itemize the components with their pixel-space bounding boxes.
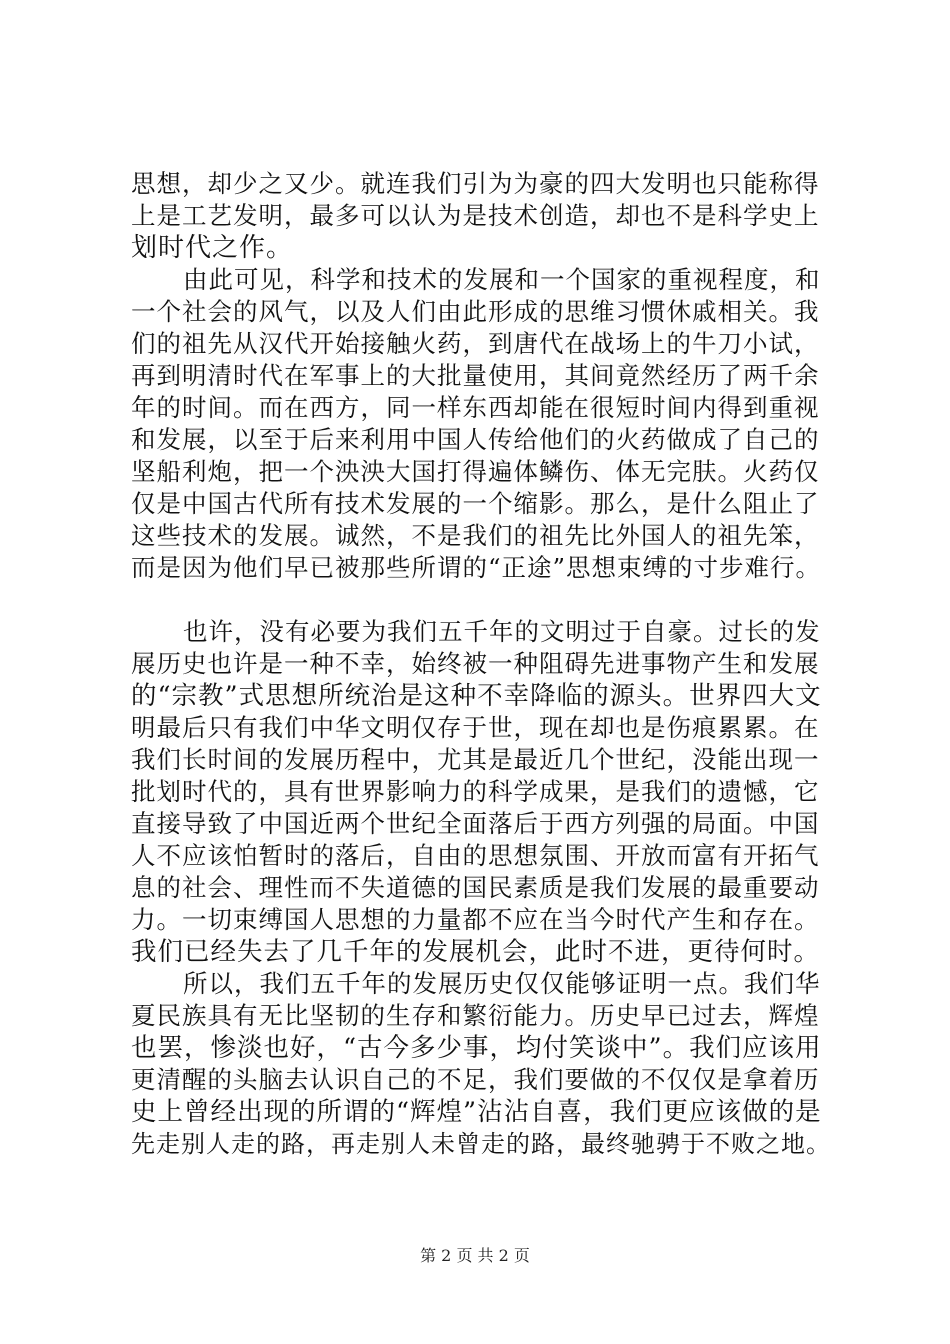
text-line: 划时代之作。	[131, 233, 294, 263]
document-body	[131, 168, 831, 1160]
text-line: 展历史也许是一种不幸，始终被一种阻碍先进事物产生和发展	[131, 649, 820, 678]
text-line: 也罢，惨淡也好，“古今多少事，均付笑谈中”。我们应该用	[131, 1033, 822, 1063]
text-line: 思想，却少之又少。就连我们引为为豪的四大发明也只能称得	[131, 169, 820, 198]
paragraph-gap	[131, 584, 831, 616]
text-line: 我们已经失去了几千年的发展机会，此时不进，更待何时。	[131, 937, 821, 967]
text-line: 年的时间。而在西方，同一样东西却能在很短时间内得到重视	[131, 393, 820, 422]
text-line: 而是因为他们早已被那些所谓的“正途”思想束缚的寸步难行。	[131, 553, 822, 582]
text-line: 力。一切束缚国人思想的力量都不应在当今时代产生和存在。	[131, 905, 820, 934]
text-line: 直接导致了中国近两个世纪全面落后于西方列强的局面。中国	[131, 809, 820, 838]
text-line: 再到明清时代在军事上的大批量使用，其间竟然经历了两千余	[131, 361, 820, 390]
text-line: 我们长时间的发展历程中，尤其是最近几个世纪，没能出现一	[131, 745, 820, 774]
text-line: 夏民族具有无比坚韧的生存和繁衍能力。历史早已过去，辉煌	[131, 1001, 820, 1030]
text-line: 和发展，以至于后来利用中国人传给他们的火药做成了自己的	[131, 425, 820, 454]
paragraph-start-line: 所以，我们五千年的发展历史仅仅能够证明一点。我们华	[183, 969, 821, 998]
paragraph-start-line: 也许，没有必要为我们五千年的文明过于自豪。过长的发	[183, 617, 821, 646]
text-line: 们的祖先从汉代开始接触火药，到唐代在战场上的牛刀小试，	[131, 329, 820, 358]
text-line: 批划时代的，具有世界影响力的科学成果，是我们的遗憾，它	[131, 777, 820, 806]
text-line: 史上曾经出现的所谓的“辉煌”沾沾自喜，我们更应该做的是	[131, 1097, 822, 1127]
text-line: 一个社会的风气，以及人们由此形成的思维习惯休戚相关。我	[131, 297, 820, 326]
page-number-footer: 第 2 页 共 2 页	[420, 1246, 530, 1265]
text-line: 坚船利炮，把一个泱泱大国打得遍体鳞伤、体无完肤。火药仅	[131, 457, 820, 486]
text-line: 息的社会、理性而不失道德的国民素质是我们发展的最重要动	[131, 873, 820, 902]
text-line: 上是工艺发明，最多可以认为是技术创造，却也不是科学史上	[131, 201, 820, 230]
paragraph-start-line: 由此可见，科学和技术的发展和一个国家的重视程度，和	[183, 265, 821, 294]
text-line: 人不应该怕暂时的落后，自由的思想氛围、开放而富有开拓气	[131, 841, 820, 870]
text-line: 更清醒的头脑去认识自己的不足，我们要做的不仅仅是拿着历	[131, 1065, 820, 1094]
text-line: 明最后只有我们中华文明仅存于世，现在却也是伤痕累累。在	[131, 713, 820, 742]
text-line: 先走别人走的路，再走别人未曾走的路，最终驰骋于不败之地。	[131, 1130, 831, 1158]
text-line: 仅是中国古代所有技术发展的一个缩影。那么，是什么阻止了	[131, 489, 820, 518]
text-line: 的“宗教”式思想所统治是这种不幸降临的源头。世界四大文	[131, 681, 822, 711]
text-line: 这些技术的发展。诚然，不是我们的祖先比外国人的祖先笨，	[131, 521, 820, 550]
